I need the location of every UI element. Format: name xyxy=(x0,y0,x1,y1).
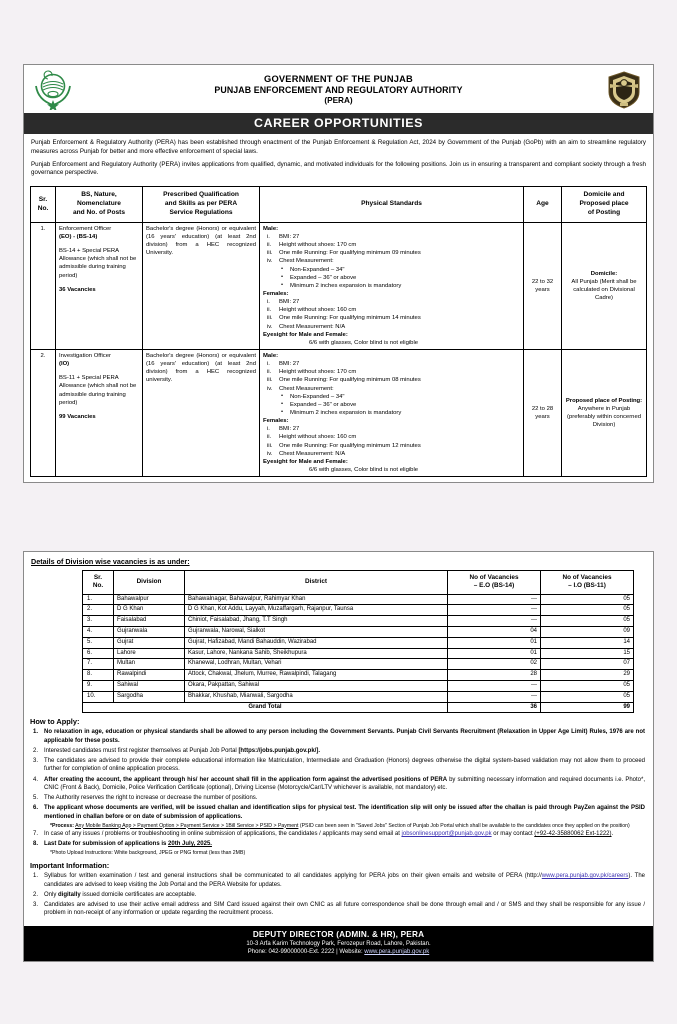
post-title: Enforcement Officer xyxy=(59,225,112,232)
col-eo-vacancies: No of Vacancies – E.O (BS-14) xyxy=(448,571,541,595)
cell-division: Gujranwala xyxy=(114,627,185,638)
row-qualification: Bachelor's degree (Honors) or equivalent (16 years' education) (at least 2nd division) from a HEC recognized University. xyxy=(143,222,260,349)
cell-district: Bhakkar, Khushab, Mianwali, Sargodha xyxy=(185,691,448,702)
positions-table-header-row xyxy=(31,187,647,223)
col-division: Division xyxy=(114,571,185,595)
col-physical-standards: Physical Standards xyxy=(260,187,524,223)
apply-item-bold: After creating the account, the applicant through his/ her account shall fill in the application form against the advertised positions of PERA xyxy=(44,776,448,783)
how-to-apply-list-cont xyxy=(24,830,653,849)
col-io-vacancies: No of Vacancies – I.O (BS-11) xyxy=(541,571,634,595)
row-post-details xyxy=(56,349,143,476)
row-domicile xyxy=(562,349,647,476)
list-item: ii. Height without shoes: 160 cm xyxy=(267,307,357,314)
cell-division: Gujrat xyxy=(114,637,185,648)
cell-eo: 02 xyxy=(448,659,541,670)
division-table-header-row xyxy=(83,571,634,595)
apply-item-text: Interested candidates must first register themselves at Punjab Job Portal xyxy=(44,747,239,754)
info-item-text: Only xyxy=(44,891,59,898)
last-date-label: Last Date for submission of applications is xyxy=(44,840,169,847)
cell-io: 07 xyxy=(541,659,634,670)
gov-title: GOVERNMENT OF THE PUNJAB xyxy=(264,73,413,84)
table-row xyxy=(83,648,634,659)
col-domicile-posting: Domicile and Proposed place of Posting xyxy=(562,187,647,223)
cell-sr: 7. xyxy=(83,659,114,670)
cell-district: Gujrat, Hafizabad, Mandi Bahauddin, Wazirabad xyxy=(185,637,448,648)
cell-eo: --- xyxy=(448,594,541,605)
cell-io: 14 xyxy=(541,637,634,648)
apply-item-text2: or may contact xyxy=(491,830,535,837)
cell-eo: --- xyxy=(448,681,541,692)
table-row xyxy=(83,659,634,670)
table-row xyxy=(83,691,634,702)
cell-io: 05 xyxy=(541,681,634,692)
table-row xyxy=(83,681,634,692)
list-item: • Expanded – 36" or above xyxy=(281,401,520,409)
domicile-heading: Proposed place of Posting: xyxy=(565,397,643,404)
apply-item-text: by submitting necessary information and required documents i.e. Photo*, CNIC (Front & Back), Domicile, Police Verification Certificate (optional), Driving License (Motorcycle/Car/LTV whichever is available, not mandatory) etc. xyxy=(44,776,645,792)
list-item: 8. Last Date for submission of applications is 20th July, 2025. xyxy=(32,840,212,847)
row-post-details xyxy=(56,222,143,349)
list-item: • Minimum 2 inches expansion is mandatory xyxy=(281,282,520,290)
list-item: iii. One mile Running: For qualifying minimum 12 minutes xyxy=(267,442,421,449)
list-item: iii. One mile Running: For qualifying minimum 14 minutes xyxy=(267,315,421,322)
job-portal-link[interactable]: [https://jobs.punjab.gov.pk/]. xyxy=(238,747,320,754)
document-footer xyxy=(24,926,653,961)
apply-item-text3: . xyxy=(611,830,614,837)
list-item: i. BMI: 27 xyxy=(267,426,300,433)
table-row xyxy=(83,670,634,681)
support-phone-link[interactable]: (+92-42-35880062 Ext-1222) xyxy=(534,830,612,837)
list-item: 2. Interested candidates must first register themselves at Punjab Job Portal [https://jobs.punjab.gov.pk/]. xyxy=(32,747,320,754)
division-vacancies-table xyxy=(82,570,634,713)
cell-division: D G Khan xyxy=(114,605,185,616)
punjab-government-crest-icon xyxy=(30,69,76,111)
process-label: *Process: xyxy=(50,822,74,829)
table-row xyxy=(83,616,634,627)
list-item: iv. Chest Measurement: N/A xyxy=(267,323,346,330)
footer-designation: DEPUTY DIRECTOR (ADMIN. & HR), PERA xyxy=(252,930,425,940)
document-header xyxy=(24,65,653,113)
intro-paragraphs xyxy=(24,134,653,186)
row-physical-standards xyxy=(260,349,524,476)
domicile-body: Anywhere in Punjab (preferably within concerned Division) xyxy=(567,405,641,429)
support-email-link[interactable]: jobsonlinesupport@punjab.gov.pk xyxy=(401,830,492,837)
cell-district: D G Khan, Kot Addu, Layyah, Muzaffargarh, Rajanpur, Taunsa xyxy=(185,605,448,616)
cell-sr: 3. xyxy=(83,616,114,627)
male-standards-list xyxy=(263,233,520,266)
cell-io: 05 xyxy=(541,594,634,605)
last-date-value: 20th July, 2025. xyxy=(168,840,212,847)
career-opportunities-banner: CAREER OPPORTUNITIES xyxy=(24,113,653,134)
cell-sr: 4. xyxy=(83,627,114,638)
post-allowance: BS-11 + Special PERA Allowance (which shall not be admissible during training period) xyxy=(59,375,137,406)
intro-paragraph-1: Punjab Enforcement & Regulatory Authority (PERA) has been established through enactment of the Punjab Enforcement & Regulation Act, 2024 by Government of the Punjab (GoPb) with an aim to streamline regulatory measures across Punjab for better and more effective enforcement of special laws. xyxy=(31,139,646,155)
cell-sr: 1. xyxy=(83,594,114,605)
list-item: i. BMI: 27 xyxy=(267,361,300,368)
info-item-text: Syllabus for written examination / test and general instructions shall be communicated to all candidates applying for PERA jobs on their given emails and website of PERA (http:// xyxy=(44,873,542,880)
pera-website-link[interactable]: www.pera.punjab.gov.pk xyxy=(364,948,430,955)
cell-io: 05 xyxy=(541,616,634,627)
pera-shield-emblem-icon xyxy=(601,69,647,111)
row-domicile xyxy=(562,222,647,349)
table-row xyxy=(83,637,634,648)
col-bs-nature: BS, Nature, Nomenclature and No. of Posts xyxy=(56,187,143,223)
cell-io: 15 xyxy=(541,648,634,659)
female-heading: Females: xyxy=(263,290,289,297)
info-item-text2: issued domicile certificates are acceptable. xyxy=(80,891,197,898)
cell-district: Chiniot, Faisalabad, Jhang, T.T Singh xyxy=(185,616,448,627)
cell-division: Sargodha xyxy=(114,691,185,702)
list-item: 5. The Authority reserves the right to increase or decrease the number of positions. xyxy=(32,795,258,802)
cell-district: Kasur, Lahore, Nankana Sahib, Sheikhupura xyxy=(185,648,448,659)
cell-eo: --- xyxy=(448,691,541,702)
list-item: ii. Height without shoes: 170 cm xyxy=(267,242,357,249)
positions-sheet xyxy=(23,64,654,483)
cell-io: 09 xyxy=(541,627,634,638)
process-note xyxy=(24,823,653,830)
row-physical-standards xyxy=(260,222,524,349)
female-heading: Females: xyxy=(263,418,289,425)
list-item: iv. Chest Measurement: xyxy=(267,258,334,265)
cell-district: Gujranwala, Narowal, Sialkot xyxy=(185,627,448,638)
eyesight-heading: Eyesight for Male and Female: xyxy=(263,458,348,465)
cell-division: Faisalabad xyxy=(114,616,185,627)
cell-sr: 10. xyxy=(83,691,114,702)
cell-division: Multan xyxy=(114,659,185,670)
row-qualification: Bachelor's degree (Honors) or equivalent (16 years' education) (at least 2nd division) from a HEC recognized university. xyxy=(143,349,260,476)
list-item: iii. One mile Running: For qualifying minimum 08 minutes xyxy=(267,377,421,384)
authority-title: PUNJAB ENFORCEMENT AND REGULATORY AUTHORITY xyxy=(214,85,463,96)
intro-paragraph-2: Punjab Enforcement and Regulatory Authority (PERA) invites applications from qualified, dynamic, and motivated individuals for the following positions. Join us in ensuring a transparent and compliant society through a fresh governance perspective. xyxy=(31,160,646,177)
list-item: 2. Only digitally issued domicile certificates are acceptable. xyxy=(32,891,197,898)
footer-contact xyxy=(24,949,653,955)
important-information-heading: Important Information: xyxy=(30,861,110,871)
grand-total-io: 99 xyxy=(541,702,634,713)
table-row xyxy=(83,627,634,638)
cell-division: Lahore xyxy=(114,648,185,659)
col-sr-no: Sr. No. xyxy=(83,571,114,595)
eyesight-value: 6/6 with glasses, Color blind is not eligible xyxy=(309,339,419,346)
table-row xyxy=(83,605,634,616)
grand-total-label: Grand Total xyxy=(83,702,448,713)
cell-division: Rawalpindi xyxy=(114,670,185,681)
post-vacancies: 99 Vacancies xyxy=(59,413,96,420)
post-title: Investigation Officer xyxy=(59,352,111,359)
list-item: i. BMI: 27 xyxy=(267,234,300,240)
cell-eo: 01 xyxy=(448,648,541,659)
photo-upload-note: *Photo Upload Instructions: White background, JPEG or PNG format (less than 2MB) xyxy=(50,849,246,856)
cell-sr: 5. xyxy=(83,637,114,648)
header-titles xyxy=(76,74,601,106)
list-item: 3. The candidates are advised to provide their complete educational information like Matriculation, Intermediate and Graduation (Honors) degrees otherwise the digital system-based validation may not allow them to proceed further for completion of online application process. xyxy=(32,757,645,773)
list-item: 7. In case of any issues / problems or troubleshooting in online submission of applications, the candidates / applicants may send email at jobsonlinesupport@punjab.gov.pk or may contact (+92-42-35880062 Ext-1222). xyxy=(32,830,614,837)
pera-careers-link[interactable]: www.pera.punjab.gov.pk/careers xyxy=(541,873,629,880)
list-item: 6. The applicant whose documents are verified, will be issued challan and identification slips for physical test. The identification slip will only be issued after the challan is paid through PayZen against the PSID mentioned in challan before or on date of submission of applications. xyxy=(32,805,645,820)
apply-item-text: In case of any issues / problems or troubleshooting in online submission of applications, the candidates / applicants may send email at xyxy=(44,830,402,837)
cell-io: 05 xyxy=(541,691,634,702)
post-vacancies: 36 Vacancies xyxy=(59,286,96,293)
division-section-title: Details of Division wise vacancies is as under: xyxy=(31,557,190,566)
process-steps-link[interactable]: Any Mobile Banking App > Payment Option > Payment Service > 1Bill Service > PSID > Payment xyxy=(75,822,299,829)
female-standards-list xyxy=(263,425,520,458)
male-heading: Male: xyxy=(263,352,279,359)
how-to-apply-list xyxy=(24,728,653,821)
cell-district: Okara, Pakpattan, Sahiwal xyxy=(185,681,448,692)
list-item: ii. Height without shoes: 170 cm xyxy=(267,369,357,376)
chest-measurement-list xyxy=(263,266,520,290)
authority-abbr: (PERA) xyxy=(324,96,353,106)
list-item: • Minimum 2 inches expansion is mandatory xyxy=(281,409,520,417)
cell-sr: 2. xyxy=(83,605,114,616)
cell-sr: 9. xyxy=(83,681,114,692)
grand-total-eo: 36 xyxy=(448,702,541,713)
footer-phone: Phone: 042-99000000-Ext. 2222 | Website: xyxy=(247,948,365,955)
list-item: 4. After creating the account, the applicant through his/ her account shall fill in the application form against the advertised positions of PERA by submitting necessary information and required documents i.e. Photo*, CNIC (Front & Back), Domicile, Police Verification Certificate (optional), Driving License (Motorcycle/Car/LTV whichever is available, not mandatory) etc. xyxy=(32,776,645,792)
important-information-list xyxy=(24,872,653,918)
col-district: District xyxy=(185,571,448,595)
female-standards-list xyxy=(263,298,520,331)
post-allowance: BS-14 + Special PERA Allowance (which shall not be admissible during training period) xyxy=(59,248,137,279)
table-row xyxy=(83,594,634,605)
domicile-body: All Punjab (Merit shall be calculated on Divisional Cadre) xyxy=(571,278,637,302)
cell-sr: 8. xyxy=(83,670,114,681)
eyesight-heading: Eyesight for Male and Female: xyxy=(263,331,348,338)
table-row xyxy=(31,349,647,476)
cell-district: Khanewal, Lodhran, Multan, Vehari xyxy=(185,659,448,670)
info-item-text2: ). The candidates are advised to keep visiting the Job Portal and the PERA Website for updates. xyxy=(44,873,645,888)
cell-eo: 01 xyxy=(448,637,541,648)
apply-details-sheet xyxy=(23,551,654,962)
cell-division: Bahawalpur xyxy=(114,594,185,605)
process-note-text: (PSID can been seen in "Saved Jobs" Section of Punjab Job Portal which shall be available to the candidates once they applied on the position) xyxy=(298,822,630,829)
row-age: 22 to 32 years xyxy=(524,222,562,349)
row-sr-no: 1. xyxy=(31,222,56,349)
cell-io: 05 xyxy=(541,605,634,616)
cell-eo: 28 xyxy=(448,670,541,681)
list-item: i. BMI: 27 xyxy=(267,299,300,306)
cell-division: Sahiwal xyxy=(114,681,185,692)
list-item: 3. Candidates are advised to use their active email address and SIM Card issued against their own CNIC as all future correspondence shall be done through email and / or SMS and they shall be responsible for any issue / problem in non-receipt of any information or update regarding the recruitment process. xyxy=(32,901,645,917)
cell-sr: 6. xyxy=(83,648,114,659)
row-age: 22 to 28 years xyxy=(524,349,562,476)
cell-district: Attock, Chakwal, Jhelum, Murree, Rawalpindi, Talagang xyxy=(185,670,448,681)
list-item: iii. One mile Running: For qualifying minimum 09 minutes xyxy=(267,250,421,257)
col-qualification: Prescribed Qualification and Skills as per PERA Service Regulations xyxy=(143,187,260,223)
male-standards-list xyxy=(263,360,520,393)
list-item: 1. No relaxation in age, education or physical standards shall be allowed to any person including the Government Servants. Punjab Civil Servants Recruitment (Relaxation in Upper Age Limit) Rules, 1976 are not applicable for these posts. xyxy=(32,729,645,744)
footer-address: 10-3 Arfa Karim Technology Park, Ferozepur Road, Lahore, Pakistan. xyxy=(246,941,431,948)
eyesight-value: 6/6 with glasses, Color blind is not eligible xyxy=(309,466,419,473)
list-item: • Expanded – 36" or above xyxy=(281,274,520,282)
list-item: • Non-Expanded – 34" xyxy=(281,266,520,274)
positions-table xyxy=(30,186,647,477)
list-item: iv. Chest Measurement: xyxy=(267,385,334,392)
grand-total-row xyxy=(83,702,634,713)
row-sr-no: 2. xyxy=(31,349,56,476)
list-item: 1. Syllabus for written examination / test and general instructions shall be communicated to all candidates applying for PERA jobs on their given emails and website of PERA (http://www.pera.punjab.gov.pk/careers). The candidates are advised to keep visiting the Job Portal and the PERA Website for updates. xyxy=(32,873,645,888)
cell-district: Bahawalnagar, Bahawalpur, Rahimyar Khan xyxy=(185,594,448,605)
chest-measurement-list xyxy=(263,393,520,417)
male-heading: Male: xyxy=(263,225,279,232)
table-row xyxy=(31,222,647,349)
col-sr-no: Sr. No. xyxy=(31,187,56,223)
list-item: iv. Chest Measurement: N/A xyxy=(267,450,346,457)
info-item-bold: digitally xyxy=(58,891,81,898)
how-to-apply-heading: How to Apply: xyxy=(30,717,80,727)
list-item: • Non-Expanded – 34" xyxy=(281,393,520,401)
list-item: ii. Height without shoes: 160 cm xyxy=(267,434,357,441)
post-title-bold: (EO) - (BS-14) xyxy=(59,234,98,240)
cell-eo: --- xyxy=(448,616,541,627)
cell-eo: 04 xyxy=(448,627,541,638)
col-age: Age xyxy=(524,187,562,223)
cell-io: 29 xyxy=(541,670,634,681)
post-title-bold: (IO) xyxy=(59,361,70,368)
domicile-heading: Domicile: xyxy=(590,270,618,277)
cell-eo: --- xyxy=(448,605,541,616)
important-information-section xyxy=(24,857,653,922)
